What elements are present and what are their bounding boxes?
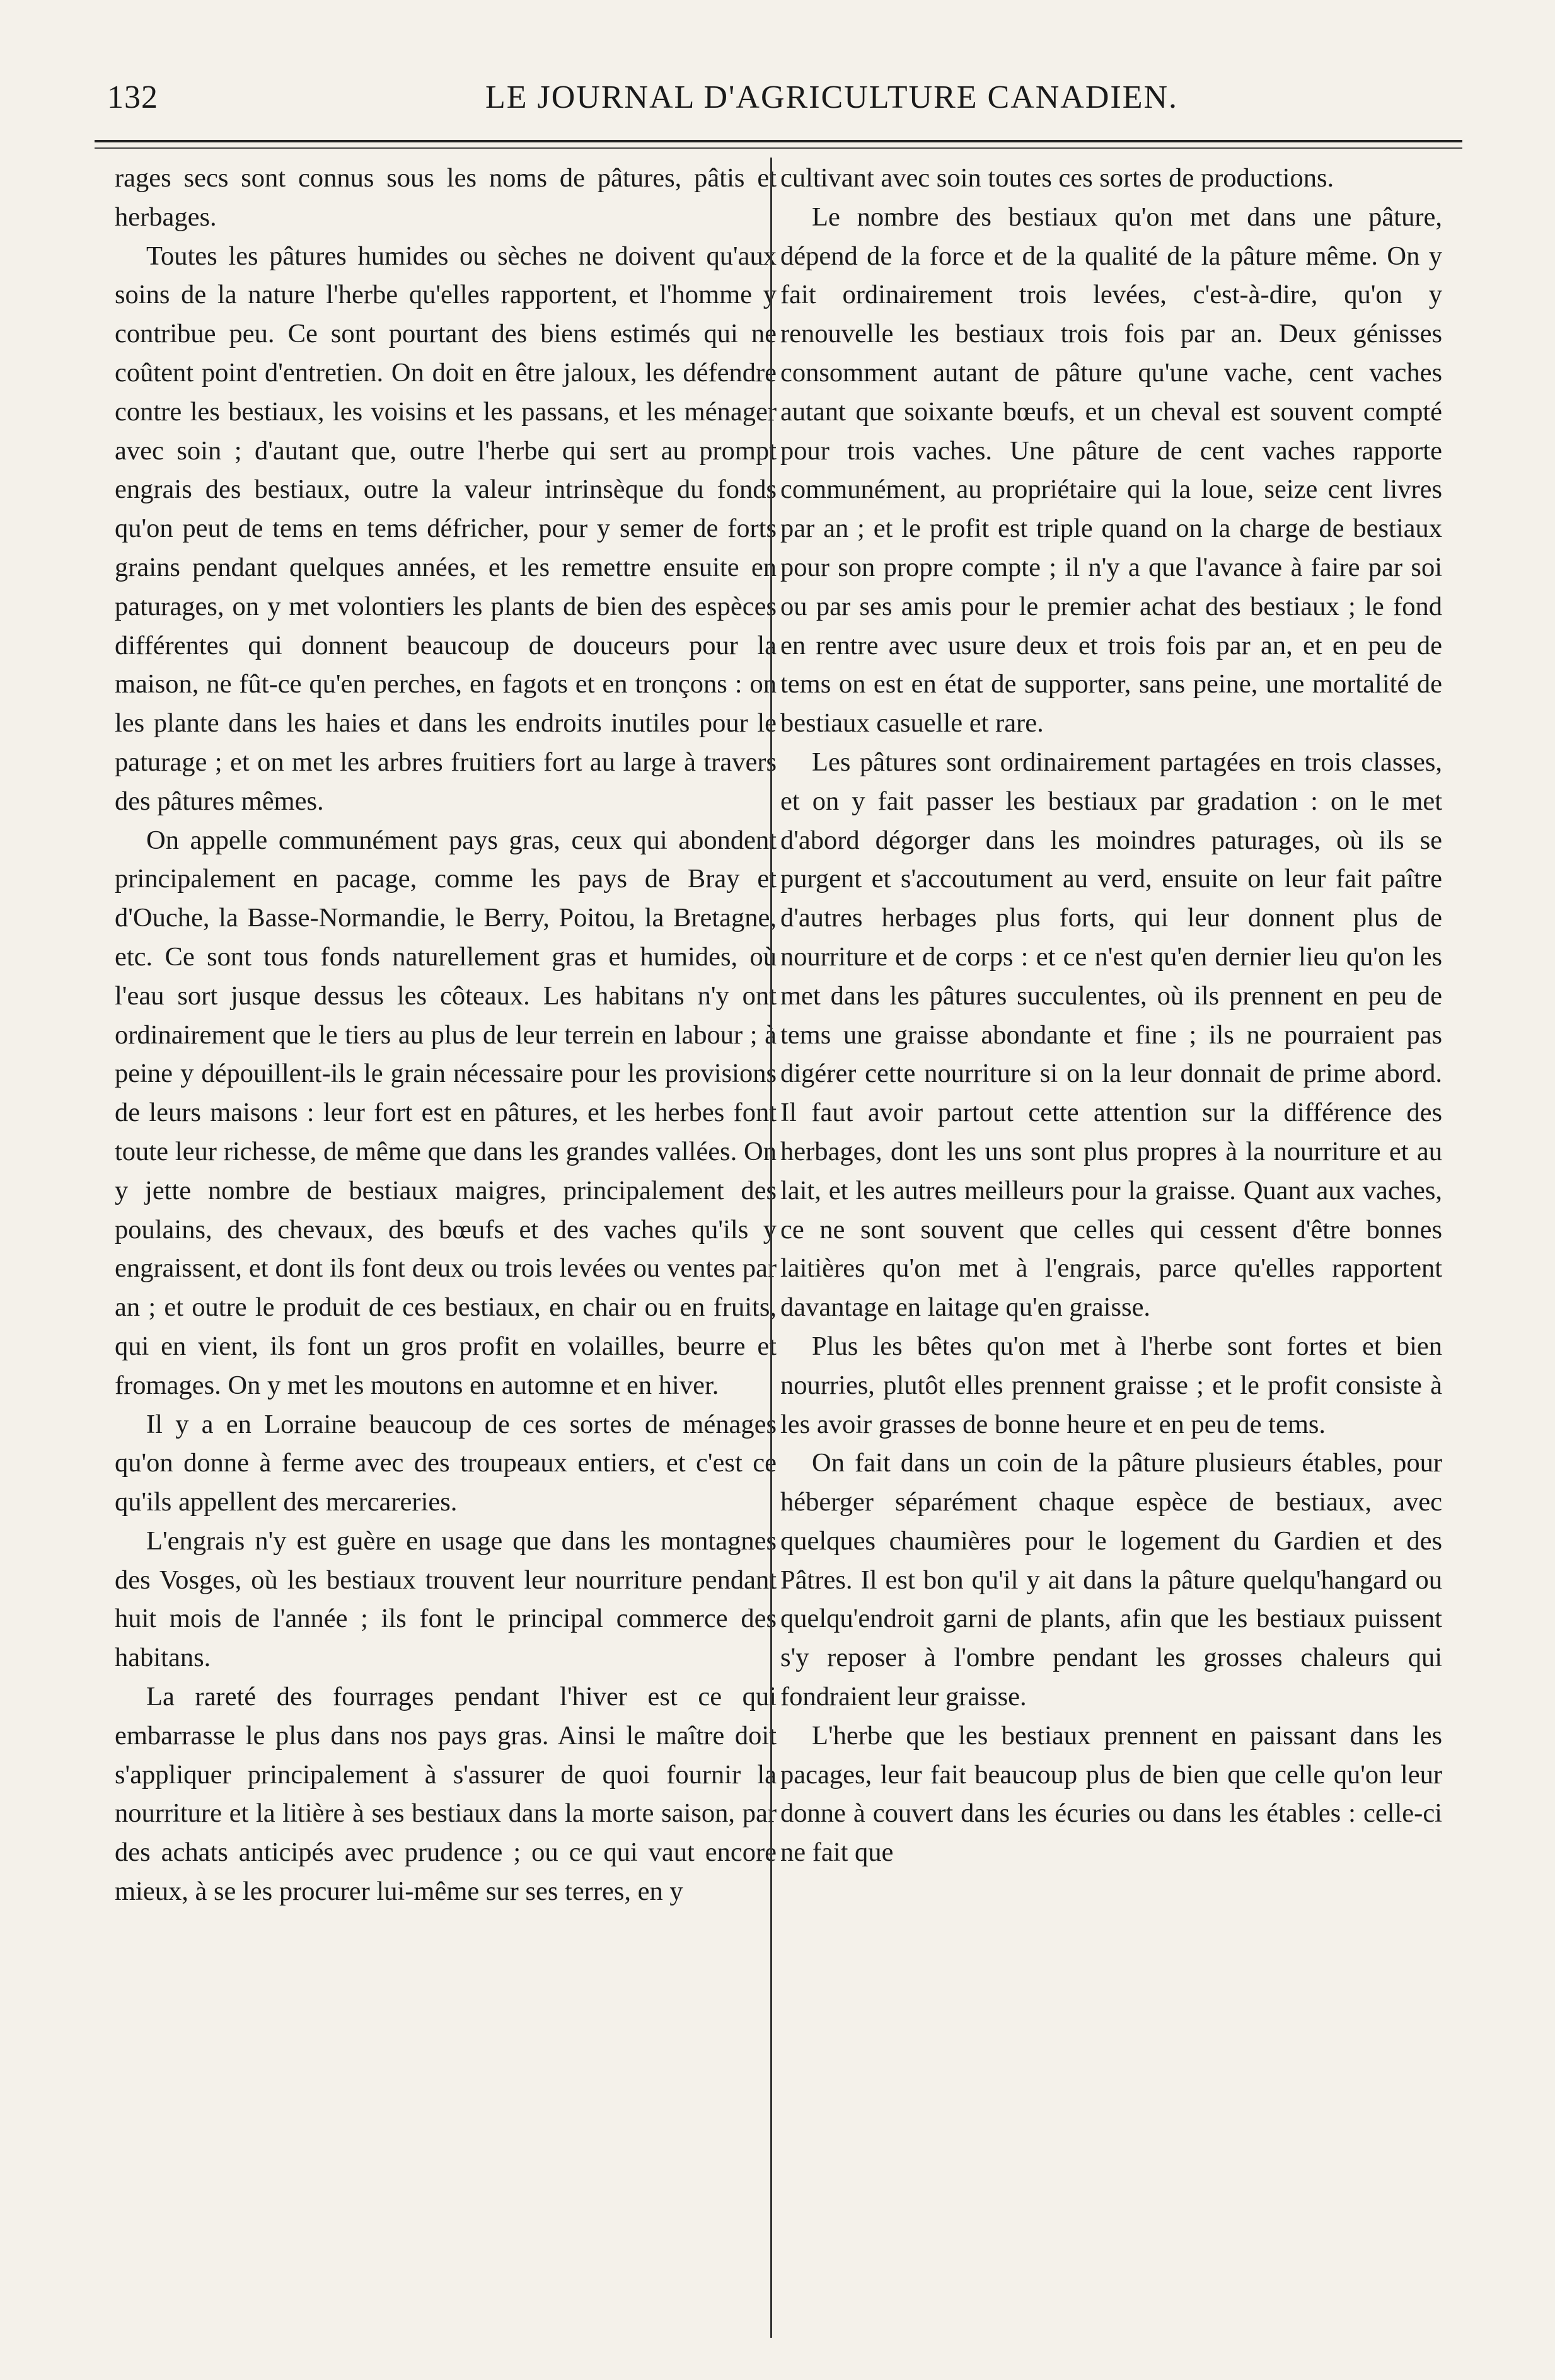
paragraph: Il y a en Lorraine beaucoup de ces sortes de ménages qu'on donne à ferme avec des troupeaux entiers, et c'est ce qu'ils appellent des mercareries. [115, 1409, 777, 1517]
left-column [115, 159, 777, 2339]
page-header [95, 72, 1462, 129]
paragraph: On fait dans un coin de la pâture plusieurs étables, pour héberger séparément chaque espèce de bestiaux, avec quelques chaumières pour le logement du Gardien et des Pâtres. Il est bon qu'il y ait dans la pâture quelqu'hangard ou quelqu'endroit garni de plants, afin que les bestiaux puissent s'y reposer à l'ombre pendant les grosses chaleurs qui fondraient leur graisse. [780, 1448, 1442, 1712]
paragraph: Les pâtures sont ordinairement partagées en trois classes, et on y fait passer les bestiaux par gradation : on le met d'abord dégorger dans les moindres paturages, où ils se purgent et s'accoutument au verd, ensuite on leur fait paître d'autres herbages plus forts, qui leur donnent plus de nourriture et de corps : et ce n'est qu'en dernier lieu qu'on les met dans les pâtures succulentes, où ils prennent en peu de tems une graisse abondante et fine ; ils ne pourraient pas digérer cette nourriture si on la leur donnait de prime abord. Il faut avoir partout cette attention sur la différence des herbages, dont les uns sont plus propres à la nourriture et au lait, et les autres meilleurs pour la graisse. Quant aux vaches, ce ne sont souvent que celles qui cessent d'être bonnes laitières qu'on met à l'engrais, parce qu'elles rapportent davantage en laitage qu'en graisse. [780, 747, 1442, 1323]
paragraph: L'herbe que les bestiaux prennent en paissant dans les pacages, leur fait beaucoup plus de bien que celle qu'on leur donne à couvert dans les écuries ou dans les étables : celle-ci ne fait que [780, 1720, 1442, 1868]
paragraph: cultivant avec soin toutes ces sortes de productions. [780, 163, 1334, 193]
paragraph: rages secs sont connus sous les noms de pâtures, pâtis et herbages. [115, 163, 777, 232]
page-number: 132 [107, 79, 158, 115]
paragraph: Le nombre des bestiaux qu'on met dans une pâture, dépend de la force et de la qualité de la pâture même. On y fait ordinairement trois levées, c'est-à-dire, qu'on y renouvelle les bestiaux trois fois par an. Deux génisses consomment autant de pâture qu'une vache, cent vaches autant que soixante bœufs, et un cheval est souvent compté pour trois vaches. Une pâture de cent vaches rapporte communément, au propriétaire qui la loue, seize cent livres par an ; et le profit est triple quand on la charge de bestiaux pour son propre compte ; il n'y a que l'avance à faire par soi ou par ses amis pour le premier achat des bestiaux ; le fond en rentre avec usure deux et trois fois par an, et en peu de tems on est en état de supporter, sans peine, une mortalité de bestiaux casuelle et rare. [780, 202, 1442, 739]
column-divider [770, 158, 772, 2338]
header-rule-thin [95, 147, 1462, 149]
header-rule [95, 140, 1462, 142]
paragraph: Plus les bêtes qu'on met à l'herbe sont fortes et bien nourries, plutôt elles prennent graisse ; et le profit consiste à les avoir grasses de bonne heure et en peu de tems. [780, 1331, 1442, 1439]
paragraph: On appelle communément pays gras, ceux qui abondent principalement en pacage, comme les pays de Bray et d'Ouche, la Basse-Normandie, le Berry, Poitou, la Bretagne, etc. Ce sont tous fonds naturellement gras et humides, où l'eau sort jusque dessus les côteaux. Les habitans n'y ont ordinairement que le tiers au plus de leur terrein en labour ; à peine y dépouillent-ils le grain nécessaire pour les provisions de leurs maisons : leur fort est en pâtures, et les herbes font toute leur richesse, de même que dans les grandes vallées. On y jette nombre de bestiaux maigres, principalement des poulains, des chevaux, des bœufs et des vaches qu'ils y engraissent, et dont ils font deux ou trois levées ou ventes par an ; et outre le produit de ces bestiaux, en chair ou en fruits, qui en vient, ils font un gros profit en volailles, beurre et fromages. On y met les moutons en automne et en hiver. [115, 825, 777, 1400]
paragraph: L'engrais n'y est guère en usage que dans les montagnes des Vosges, où les bestiaux trouvent leur nourriture pendant huit mois de l'année ; ils font le principal commerce des habitans. [115, 1526, 777, 1673]
right-column [780, 159, 1442, 2339]
paragraph: La rareté des fourrages pendant l'hiver est ce qui embarrasse le plus dans nos pays gras. Ainsi le maître doit s'appliquer principalement à s'assurer de quoi fournir la nourriture et la litière à ses bestiaux dans la morte saison, par des achats anticipés avec prudence ; ou ce qui vaut encore mieux, à se les procurer lui-même sur ses terres, en y [115, 1682, 777, 1907]
running-title: LE JOURNAL D'AGRICULTURE CANADIEN. [485, 79, 1179, 115]
paragraph: Toutes les pâtures humides ou sèches ne doivent qu'aux soins de la nature l'herbe qu'elles rapportent, et l'homme y contribue peu. Ce sont pourtant des biens estimés qui ne coûtent point d'entretien. On doit en être jaloux, les défendre contre les bestiaux, les voisins et les passans, et les ménager avec soin ; d'autant que, outre l'herbe qui sert au prompt engrais des bestiaux, outre la valeur intrinsèque du fonds qu'on peut de tems en tems défricher, pour y semer de forts grains pendant quelques années, et les remettre ensuite en paturages, on y met volontiers les plants de bien des espèces différentes qui donnent beaucoup de douceurs pour la maison, ne fût-ce qu'en perches, en fagots et en tronçons : on les plante dans les haies et dans les endroits inutiles pour le paturage ; et on met les arbres fruitiers fort au large à travers des pâtures mêmes. [115, 241, 777, 816]
